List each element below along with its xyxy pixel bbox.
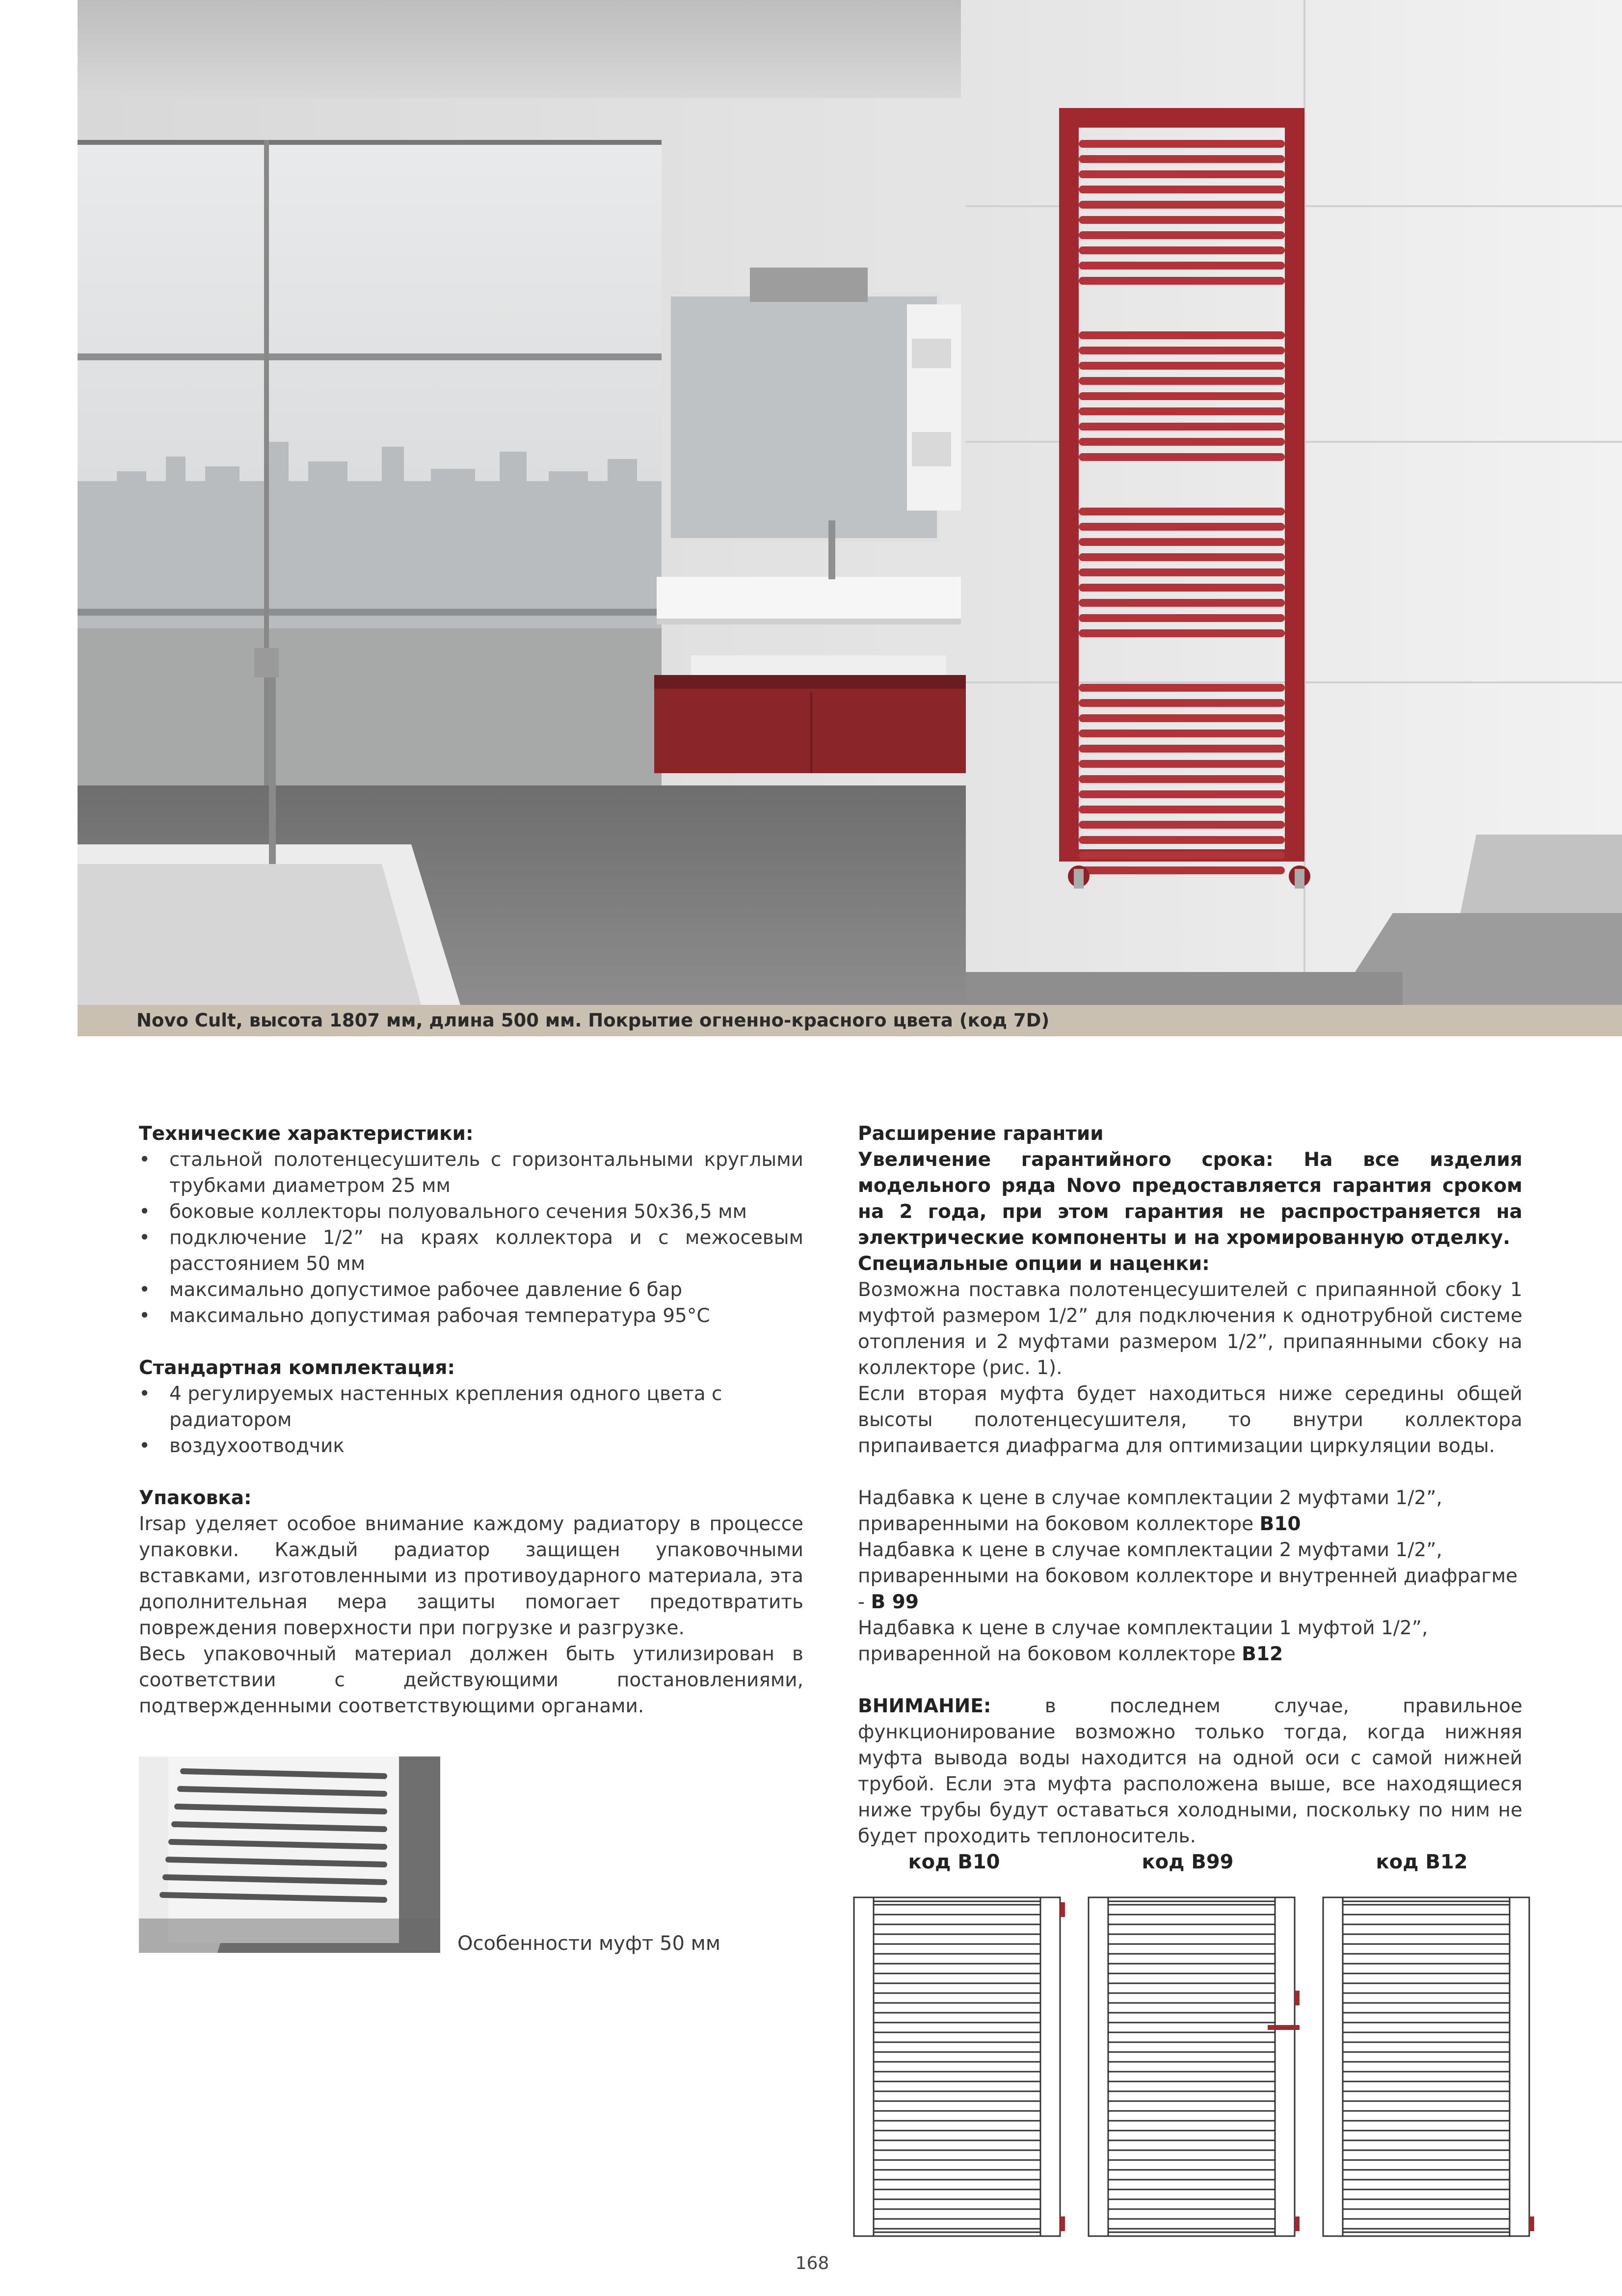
- tech-item: • боковые коллекторы полуовального сечения 50х36,5 мм: [139, 1199, 803, 1225]
- photo-caption: Novo Cult, высота 1807 мм, длина 500 мм. Покрытие огненно-красного цвета (код 7D): [136, 1010, 1050, 1031]
- options-heading: Специальные опции и наценки:: [858, 1253, 1210, 1275]
- diagram-b12: [1318, 1892, 1534, 2241]
- tech-item: • максимально допустимое рабочее давление 6 бар: [139, 1277, 803, 1303]
- page-number: 168: [795, 2253, 829, 2273]
- diagram-label-b10: код B10: [908, 1851, 1000, 1873]
- packaging-paragraph: Весь упаковочный материал должен быть утилизирован в соответствии с действующими постановлениями, подтвержденными соответствующими органами.: [139, 1643, 803, 1717]
- coupling-detail-caption: Особенности муфт 50 мм: [457, 1932, 721, 1955]
- diagram-label-b12: код B12: [1376, 1851, 1468, 1873]
- coupling-detail-photo: [139, 1756, 440, 1953]
- surcharge-code: B12: [1242, 1643, 1283, 1665]
- photo-caption-bar: [78, 1005, 1622, 1036]
- tech-item: • стальной полотенцесушитель с горизонтальными круглыми трубками диаметром 25 мм: [139, 1147, 803, 1199]
- tech-item: • максимально допустимая рабочая температура 95°C: [139, 1303, 803, 1329]
- diagram-b10: [849, 1892, 1065, 2241]
- right-column: [858, 1121, 1522, 1849]
- packaging-paragraph: Irsap уделяет особое внимание каждому радиатору в процессе упаковки. Каждый радиатор защищен упаковочными вставками, изготовленными из противоударного материала, эта дополнительная мера защиты помогает предотвратить повреждения поверхности при погрузке и разгрузке.: [139, 1513, 803, 1639]
- surcharge-code: B 99: [871, 1591, 919, 1613]
- left-column: [139, 1121, 803, 1719]
- diagram-b99: [1084, 1892, 1300, 2241]
- hero-photo: [78, 0, 1622, 1005]
- surcharge-line: Надбавка к цене в случае комплектации 2 муфтами 1/2”, приваренными на боковом коллекторе B10: [858, 1487, 1442, 1535]
- surcharge-code: B10: [1259, 1513, 1301, 1535]
- standard-item: • воздухоотводчик: [139, 1433, 803, 1459]
- attention-label: ВНИМАНИЕ:: [858, 1695, 991, 1717]
- warranty-text: Увеличение гарантийного срока: На все изделия модельного ряда Novo предоставляется гарантия сроком на 2 года, при этом гарантия не распространяется на электрические компоненты и на хромированную отделку.: [858, 1149, 1522, 1249]
- standard-item: • 4 регулируемых настенных крепления одного цвета с радиатором: [139, 1381, 803, 1433]
- tech-item: • подключение 1/2” на краях коллектора и с межосевым расстоянием 50 мм: [139, 1225, 803, 1277]
- options-paragraph: Возможна поставка полотенцесушителей с припаянной сбоку 1 муфтой размером 1/2” для подключения к однотрубной системе отопления и 2 муфтами размером 1/2”, припаянными сбоку на коллекторе (рис. 1).: [858, 1279, 1522, 1379]
- tech-list: [139, 1147, 803, 1329]
- surcharge-line: Надбавка к цене в случае комплектации 1 муфтой 1/2”, приваренной на боковом коллекторе B12: [858, 1617, 1428, 1665]
- packaging-heading: Упаковка:: [139, 1487, 252, 1509]
- diagram-label-b99: код B99: [1142, 1851, 1234, 1873]
- tech-heading: Технические характеристики:: [139, 1123, 474, 1145]
- surcharge-line: Надбавка к цене в случае комплектации 2 муфтами 1/2”, приваренными на боковом коллекторе и внутренней диафрагме - B 99: [858, 1539, 1518, 1613]
- options-paragraph: Если вторая муфта будет находиться ниже середины общей высоты полотенцесушителя, то внутри коллектора припаивается диафрагма для оптимизации циркуляции воды.: [858, 1383, 1522, 1457]
- standard-heading: Стандартная комплектация:: [139, 1357, 455, 1379]
- warranty-heading: Расширение гарантии: [858, 1123, 1104, 1145]
- standard-list: [139, 1381, 803, 1459]
- attention-note: ВНИМАНИЕ: в последнем случае, правильное функционирование возможно только тогда, когда нижняя муфта вывода воды находится на одной оси с самой нижней трубой. Если эта муфта расположена выше, все находящиеся ниже трубы будут оставаться холодными, поскольку по ним не будет проходить теплоноситель.: [858, 1695, 1522, 1847]
